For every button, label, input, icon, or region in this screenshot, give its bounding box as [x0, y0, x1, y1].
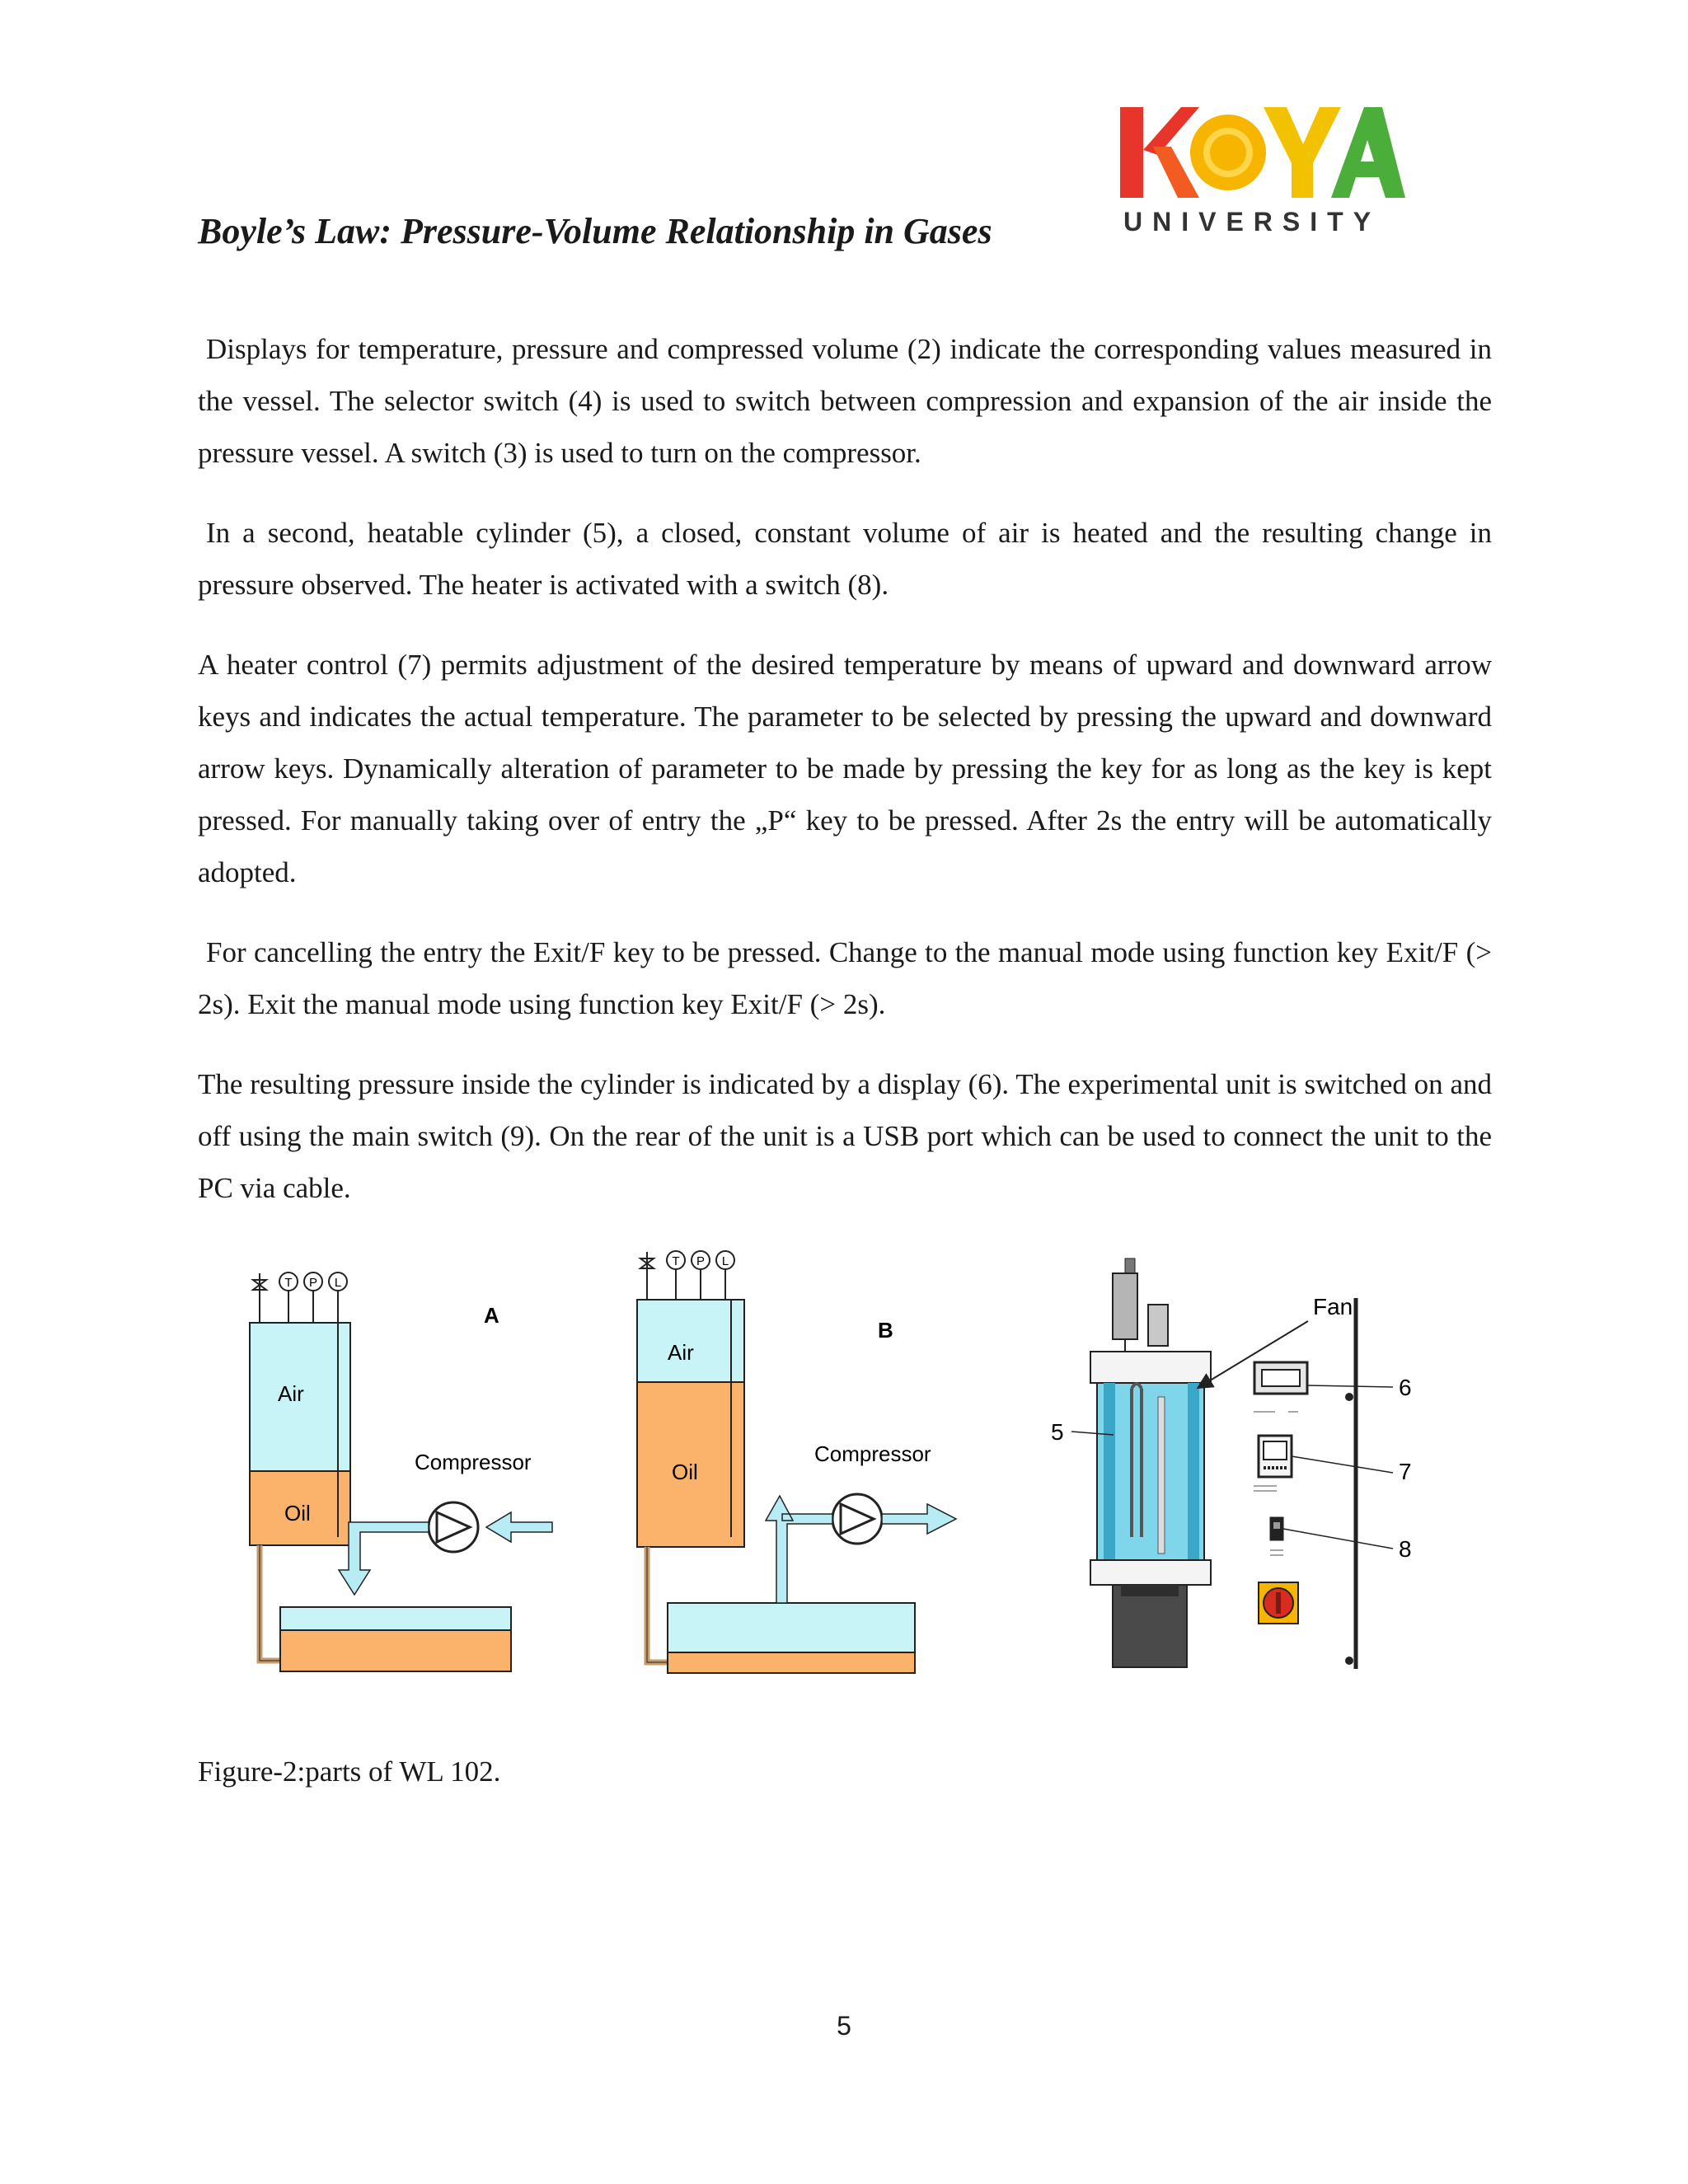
air-label-b: Air: [668, 1340, 694, 1365]
reservoir-oil-b: [668, 1652, 915, 1673]
figure-diagram: [218, 1240, 1438, 1718]
valve-icon: [253, 1273, 266, 1323]
callout-5: 5: [1051, 1419, 1064, 1445]
sensor-p-icon: [304, 1272, 322, 1323]
sensor-l-icon: [716, 1251, 734, 1300]
reservoir-oil-a: [280, 1630, 511, 1671]
diagram-a-label: A: [484, 1303, 499, 1328]
oil-label-b: Oil: [672, 1460, 698, 1484]
paragraph-pressure-display: The resulting pressure inside the cylinder is indicated by a display (6). The experimental unit is switched on and off using the main switch (9). On the rear of the unit is a USB port which can be used to connect the unit to the PC via cable.: [198, 1068, 1492, 1204]
callout-6: 6: [1399, 1375, 1412, 1400]
paragraph-heater-control: A heater control (7) permits adjustment of the desired temperature by means of upward and downward arrow keys and indicates the actual temperature. The parameter to be selected by pressing the upward and downward arrow keys. Dynamically alteration of parameter to be made by pressing the key for as long as the key is kept pressed. For manually taking over of entry the „P“ key to be pressed. After 2s the entry will be automatically adopted.: [198, 649, 1492, 888]
svg-text:L: L: [721, 1254, 729, 1268]
diagram-unit: [1051, 1258, 1412, 1669]
reservoir-air-a: [280, 1607, 511, 1630]
svg-text:T: T: [284, 1276, 293, 1290]
paragraph-displays: Displays for temperature, pressure and compressed volume (2) indicate the corresponding values measured in the vessel. The selector switch (4) is used to switch between compression and expansion of the air inside the pressure vessel. A switch (3) is used to turn on the compressor.: [198, 333, 1492, 469]
heater-controller-icon: [1254, 1436, 1292, 1491]
compressor-label-b: Compressor: [814, 1441, 931, 1466]
compressor-label-a: Compressor: [415, 1450, 532, 1474]
compressor-b-icon: [832, 1494, 882, 1544]
body-text: [198, 323, 1492, 1242]
sensor-l-icon: [329, 1272, 347, 1323]
figure-wl102-parts: [218, 1240, 1438, 1718]
callout-7: 7: [1399, 1459, 1412, 1484]
svg-text:T: T: [672, 1254, 680, 1268]
air-label-a: Air: [278, 1381, 304, 1406]
oil-label-a: Oil: [284, 1501, 311, 1526]
logo-wordmark: UNIVERSITY: [1123, 207, 1381, 237]
page-number: 5: [837, 2011, 851, 2041]
diagram-b-label: B: [878, 1318, 893, 1343]
fan-label: Fan: [1313, 1294, 1353, 1319]
paragraph-cancel-entry: For cancelling the entry the Exit/F key to be pressed. Change to the manual mode using function key Exit/F (> 2s). Exit the manual mode using function key Exit/F (> 2s).: [198, 936, 1492, 1020]
callout-8: 8: [1399, 1536, 1412, 1562]
figure-caption: Figure-2:parts of WL 102.: [198, 1755, 501, 1788]
diagram-b: [637, 1251, 956, 1673]
heater-switch-icon: [1270, 1517, 1283, 1555]
sensor-p-icon: [692, 1251, 710, 1300]
compressor-a-icon: [429, 1502, 478, 1552]
logo-graphic: [1117, 99, 1405, 243]
svg-text:L: L: [334, 1276, 342, 1290]
pressure-display-icon: [1254, 1362, 1307, 1412]
koya-university-logo: [1117, 99, 1405, 243]
svg-text:P: P: [696, 1254, 706, 1268]
svg-text:P: P: [308, 1276, 318, 1290]
diagram-a: [250, 1272, 552, 1671]
page-title: Boyle’s Law: Pressure-Volume Relationship in Gases: [198, 211, 992, 251]
paragraph-heatable-cylinder: In a second, heatable cylinder (5), a closed, constant volume of air is heated and the resulting change in pressure observed. The heater is activated with a switch (8).: [198, 517, 1492, 601]
reservoir-air-b: [668, 1603, 915, 1652]
main-switch-icon: [1259, 1582, 1298, 1624]
valve-icon: [640, 1252, 654, 1300]
